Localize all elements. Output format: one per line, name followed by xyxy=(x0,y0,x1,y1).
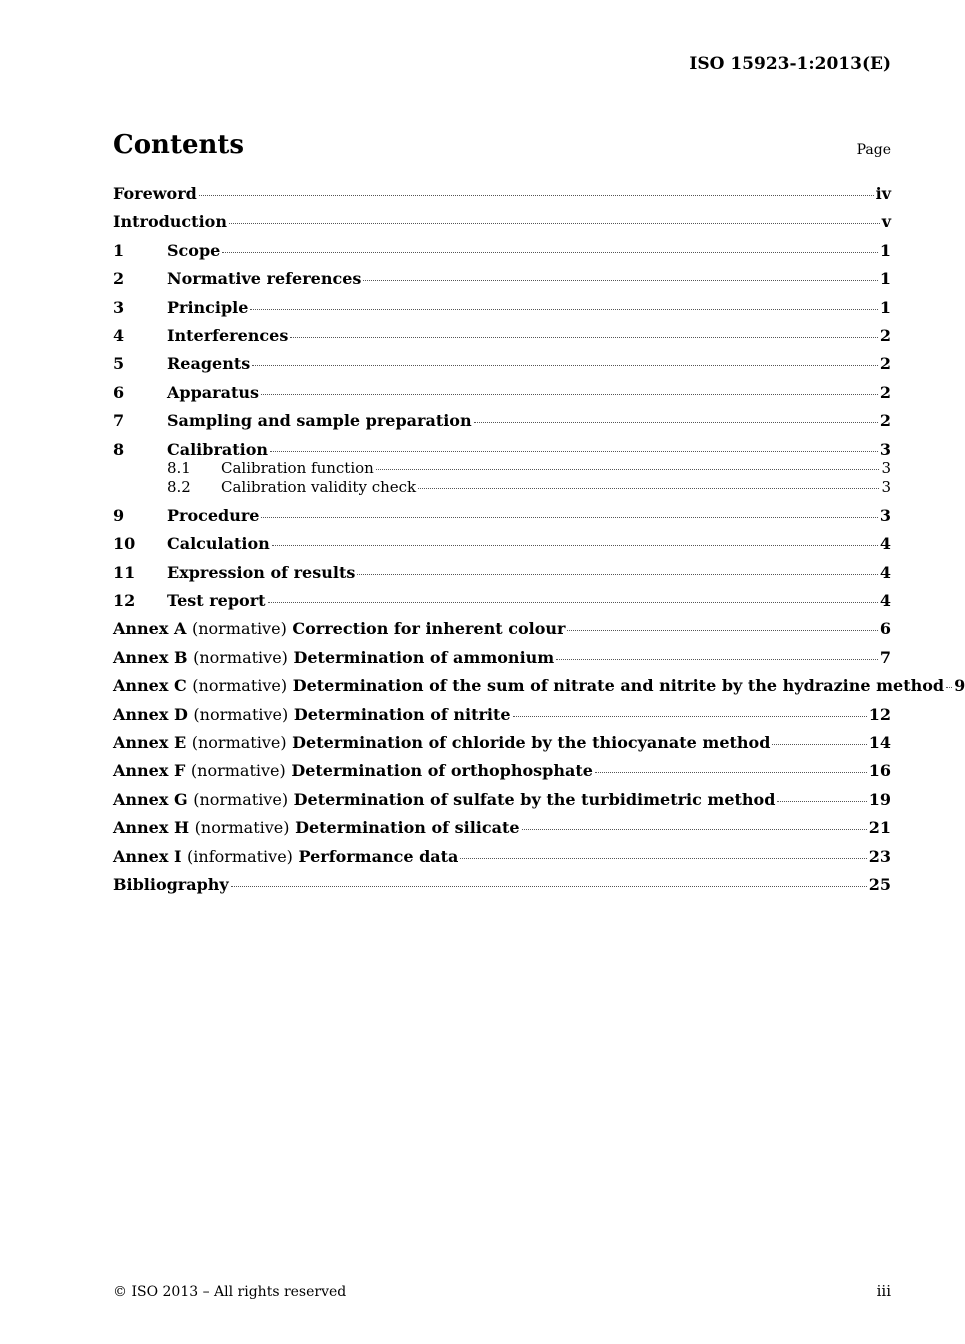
toc-entry[interactable] xyxy=(113,269,891,297)
toc-entry[interactable] xyxy=(113,212,891,240)
toc-entry-title: Interferences xyxy=(167,325,289,345)
dot-leader xyxy=(199,195,874,196)
toc-annex-title xyxy=(113,818,520,837)
toc-entry-title: Test report xyxy=(167,591,266,611)
annex-kind: (normative) xyxy=(193,789,289,809)
toc-entry-title: Principle xyxy=(167,297,249,317)
toc-entry-number: 5 xyxy=(113,354,125,374)
toc-entry-page: 3 xyxy=(881,458,891,477)
dot-leader xyxy=(222,252,878,253)
dot-leader xyxy=(376,469,880,470)
toc-entry-page: 6 xyxy=(879,619,891,639)
toc-annex-title xyxy=(113,790,775,809)
document-code: ISO 15923-1:2013(E) xyxy=(689,54,891,74)
toc-entry-page: 1 xyxy=(879,297,891,317)
toc-entry-page: 21 xyxy=(868,818,891,838)
dot-leader xyxy=(474,422,878,423)
toc-annex-title xyxy=(113,761,593,780)
toc-entry-title: Calibration xyxy=(167,439,269,459)
toc-entry-page: 1 xyxy=(879,240,891,260)
toc-entry-title: Calculation xyxy=(167,534,270,554)
toc-entry-page: 2 xyxy=(879,411,891,431)
dot-leader xyxy=(777,801,866,802)
dot-leader xyxy=(513,716,867,717)
annex-label: Annex E xyxy=(113,733,187,753)
annex-kind: (normative) xyxy=(190,761,286,781)
dot-leader xyxy=(460,858,866,859)
toc-entry-page: 1 xyxy=(879,269,891,289)
toc-entry-title: Reagents xyxy=(167,354,251,374)
toc-entry-page: 7 xyxy=(879,647,891,667)
toc-entry-number: 8.1 xyxy=(167,458,191,477)
toc-annex-title xyxy=(113,648,554,667)
page-column-label: Page xyxy=(856,142,891,158)
toc-entry[interactable] xyxy=(113,847,891,875)
toc-annex-title xyxy=(113,619,565,638)
annex-label: Annex F xyxy=(113,761,186,781)
dot-leader xyxy=(522,829,867,830)
annex-kind: (normative) xyxy=(193,647,288,667)
toc-entry[interactable] xyxy=(113,534,891,562)
toc-entry-title: Introduction xyxy=(113,212,227,232)
toc-entry-title: Calibration function xyxy=(221,458,374,477)
annex-title: Determination of chloride by the thiocyanate method xyxy=(292,733,771,753)
toc-entry-page: 2 xyxy=(879,382,891,402)
dot-leader xyxy=(595,772,867,773)
annex-kind: (normative) xyxy=(191,733,287,753)
annex-label: Annex G xyxy=(113,789,188,809)
toc-entry-page: 2 xyxy=(879,354,891,374)
dot-leader xyxy=(261,517,877,518)
annex-label: Annex D xyxy=(113,704,188,724)
toc-entry[interactable] xyxy=(113,875,891,903)
dot-leader xyxy=(772,744,866,745)
toc-entry[interactable] xyxy=(113,563,891,591)
dot-leader xyxy=(567,630,877,631)
toc-entry-number: 4 xyxy=(113,325,125,345)
toc-entry-number: 7 xyxy=(113,411,125,431)
toc-annex-title xyxy=(113,705,511,724)
dot-leader xyxy=(261,394,878,395)
toc-entry[interactable] xyxy=(113,506,891,534)
dot-leader xyxy=(270,451,878,452)
dot-leader xyxy=(229,223,880,224)
toc-annex-title xyxy=(113,733,770,752)
annex-title: Performance data xyxy=(298,846,459,866)
dot-leader xyxy=(252,365,878,366)
page-number: iii xyxy=(876,1282,891,1300)
toc-entry-number: 3 xyxy=(113,297,125,317)
toc-entry[interactable] xyxy=(113,184,891,212)
toc-entry[interactable] xyxy=(113,761,891,789)
toc-entry-title: Normative references xyxy=(167,269,362,289)
dot-leader xyxy=(556,659,878,660)
table-of-contents xyxy=(113,184,965,903)
dot-leader xyxy=(946,687,952,688)
page-title: Contents xyxy=(113,130,245,160)
annex-title: Determination of nitrite xyxy=(293,704,511,724)
toc-entry[interactable] xyxy=(113,676,965,704)
toc-annex-title xyxy=(113,847,458,866)
toc-entry-page: 25 xyxy=(868,874,891,894)
toc-entry-title: Sampling and sample preparation xyxy=(167,411,472,431)
toc-entry[interactable] xyxy=(113,619,891,647)
dot-leader xyxy=(268,602,878,603)
toc-entry-title: Expression of results xyxy=(167,562,356,582)
toc-entry[interactable] xyxy=(113,459,891,478)
annex-label: Annex I xyxy=(113,846,182,866)
toc-entry-page: 19 xyxy=(868,789,891,809)
toc-entry-number: 11 xyxy=(113,562,136,582)
toc-entry-title: Bibliography xyxy=(113,874,229,894)
toc-entry-page: 3 xyxy=(879,439,891,459)
annex-kind: (normative) xyxy=(191,619,287,639)
toc-entry-number: 10 xyxy=(113,534,136,554)
annex-label: Annex B xyxy=(113,647,188,667)
toc-entry-page: 3 xyxy=(881,477,891,496)
toc-entry-title: Apparatus xyxy=(167,382,259,402)
toc-entry-number: 2 xyxy=(113,269,125,289)
dot-leader xyxy=(272,545,878,546)
dot-leader xyxy=(418,488,879,489)
toc-entry[interactable] xyxy=(113,241,891,269)
toc-entry-page: 4 xyxy=(879,562,891,582)
annex-title: Determination of orthophosphate xyxy=(291,761,593,781)
toc-entry-page: iv xyxy=(875,184,891,203)
annex-kind: (informative) xyxy=(187,846,293,866)
annex-title: Correction for inherent colour xyxy=(292,619,566,639)
toc-entry-page: 16 xyxy=(868,761,891,781)
annex-label: Annex A xyxy=(113,619,187,639)
annex-title: Determination of silicate xyxy=(295,818,520,838)
toc-entry-page: 2 xyxy=(879,325,891,345)
toc-entry-page: 12 xyxy=(868,704,891,724)
toc-entry-page: 23 xyxy=(868,846,891,866)
toc-entry-title: Scope xyxy=(167,240,221,260)
annex-kind: (normative) xyxy=(193,704,289,724)
toc-entry-number: 6 xyxy=(113,382,125,402)
toc-entry-page: 4 xyxy=(879,534,891,554)
toc-entry[interactable] xyxy=(113,326,891,354)
toc-entry-page: 4 xyxy=(879,591,891,611)
annex-title: Determination of sulfate by the turbidimetric method xyxy=(293,789,776,809)
toc-entry[interactable] xyxy=(113,648,891,676)
copyright-notice: © ISO 2013 – All rights reserved xyxy=(113,1284,347,1300)
toc-entry[interactable] xyxy=(113,705,891,733)
dot-leader xyxy=(290,337,878,338)
toc-entry-title: Procedure xyxy=(167,505,260,525)
toc-entry-number: 1 xyxy=(113,240,125,260)
toc-entry-page: 9 xyxy=(954,676,965,696)
dot-leader xyxy=(250,309,877,310)
toc-entry[interactable] xyxy=(113,478,891,497)
dot-leader xyxy=(357,574,878,575)
toc-entry-page: 14 xyxy=(868,733,891,753)
annex-label: Annex C xyxy=(113,676,187,696)
toc-entry[interactable] xyxy=(113,298,891,326)
toc-entry-number: 8.2 xyxy=(167,477,191,496)
toc-annex-title xyxy=(113,676,944,695)
toc-entry-number: 8 xyxy=(113,439,125,459)
toc-entry-number: 12 xyxy=(113,591,136,611)
toc-entry[interactable] xyxy=(113,591,891,619)
toc-entry[interactable] xyxy=(113,818,891,846)
toc-entry-page: 3 xyxy=(879,505,891,525)
toc-entry-title: Foreword xyxy=(113,184,197,203)
annex-title: Determination of ammonium xyxy=(293,647,555,667)
contents-heading-row xyxy=(113,130,891,164)
toc-entry-number: 9 xyxy=(113,505,125,525)
toc-entry[interactable] xyxy=(113,733,891,761)
annex-title: Determination of the sum of nitrate and nitrite by the hydrazine method xyxy=(292,676,945,696)
toc-entry[interactable] xyxy=(113,790,891,818)
toc-entry[interactable] xyxy=(113,383,891,411)
dot-leader xyxy=(363,280,877,281)
annex-label: Annex H xyxy=(113,818,190,838)
toc-entry[interactable] xyxy=(113,354,891,382)
toc-entry-page: v xyxy=(881,212,891,232)
toc-entry-title: Calibration validity check xyxy=(221,477,417,496)
dot-leader xyxy=(231,886,867,887)
annex-kind: (normative) xyxy=(192,676,288,696)
toc-entry[interactable] xyxy=(113,411,891,439)
annex-kind: (normative) xyxy=(194,818,290,838)
